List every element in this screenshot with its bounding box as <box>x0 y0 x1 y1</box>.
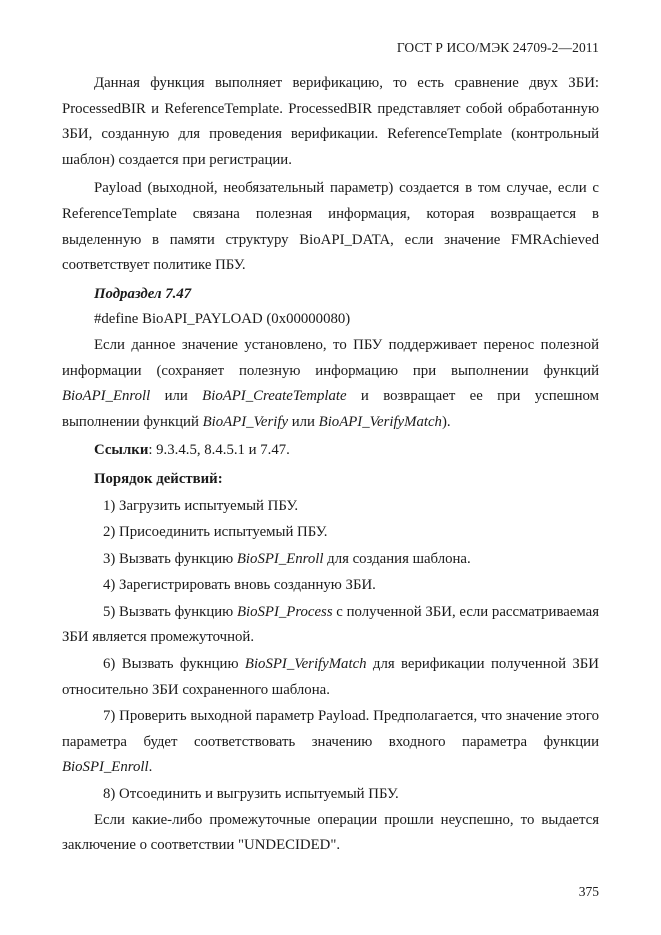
define-directive: #define BioAPI_PAYLOAD (0x00000080) <box>94 311 351 328</box>
procedure-step: 8) Отсоединить и выгрузить испытуемый ПБУ. <box>103 786 399 803</box>
procedure-step <box>62 704 599 781</box>
text-fragment: Если данное значение установлено, то ПБУ поддерживает перенос полезной информации (сохраняет полезную информацию при выполнении функций <box>62 336 599 379</box>
function-name: BioSPI_VerifyMatch <box>244 656 367 673</box>
function-name: BioAPI_Verify <box>202 413 289 430</box>
procedure-step: 2) Присоединить испытуемый ПБУ. <box>103 524 328 541</box>
function-name: BioSPI_Enroll <box>62 759 149 776</box>
references-line <box>62 438 599 464</box>
function-name: BioSPI_Enroll <box>236 550 324 567</box>
function-name: BioSPI_Process <box>236 603 333 620</box>
text-fragment: или <box>150 388 203 405</box>
text-fragment: и возвращает ее при успешном выполнении функций <box>62 388 599 430</box>
paragraph-payload: Payload (выходной, необязательный параметр) создается в том случае, если с ReferenceTemplate связана полезная информация, которая возвращается в выделенную в памяти структуру BioAPI_DATA, если значение FMRAchieved соответствует политике ПБУ. <box>62 180 599 274</box>
procedure-step <box>62 652 599 703</box>
paragraph-verification: Данная функция выполняет верификацию, то есть сравнение двух ЗБИ: ProcessedBIR и ReferenceTemplate. ProcessedBIR представляет собой обработанную ЗБИ, созданную для проведения верификации. ReferenceTemplate (контрольный шаблон) создается при регистрации. <box>62 75 599 168</box>
procedure-step <box>62 600 599 651</box>
text-fragment: . <box>148 759 153 776</box>
paragraph-payload-support <box>62 333 599 435</box>
procedure-step <box>62 547 599 573</box>
text-fragment: для создания шаблона. <box>323 550 471 567</box>
text-fragment: 7) Проверить выходной параметр Payload. Предполагается, что значение этого параметра будет соответствовать значению входного параметра функции <box>62 708 599 750</box>
paragraph-conclusion: Если какие-либо промежуточные операции прошли неуспешно, то выдается заключение о соответствии "UNDECIDED". <box>62 811 599 854</box>
text-fragment: 3) Вызвать функцию <box>103 550 237 567</box>
references-label: Ссылки <box>94 442 149 459</box>
page-number: 375 <box>578 884 599 899</box>
text-fragment: 5) Вызвать функцию <box>103 603 237 620</box>
function-name: BioAPI_CreateTemplate <box>202 388 347 405</box>
text-fragment: 6) Вызвать фукнцию <box>103 656 245 673</box>
page-body <box>62 71 599 859</box>
text-fragment: или <box>288 413 319 430</box>
references-value: : 9.3.4.5, 8.4.5.1 и 7.47. <box>148 442 290 459</box>
procedure-title: Порядок действий: <box>94 470 223 487</box>
procedure-step: 1) Загрузить испытуемый ПБУ. <box>103 497 299 514</box>
function-name: BioAPI_Enroll <box>62 388 151 405</box>
running-header: ГОСТ Р ИСО/МЭК 24709-2—2011 <box>396 40 599 55</box>
text-fragment: для верификации полученной ЗБИ относительно ЗБИ сохраненного шаблона. <box>62 656 599 698</box>
function-name: BioAPI_VerifyMatch <box>318 413 442 430</box>
subsection-heading: Подраздел 7.47 <box>94 285 192 302</box>
procedure-step: 4) Зарегистрировать вновь созданную ЗБИ. <box>103 577 376 594</box>
text-fragment: с полученной ЗБИ, если рассматриваемая ЗБИ является промежуточной. <box>62 603 600 646</box>
text-fragment: ). <box>441 413 451 430</box>
